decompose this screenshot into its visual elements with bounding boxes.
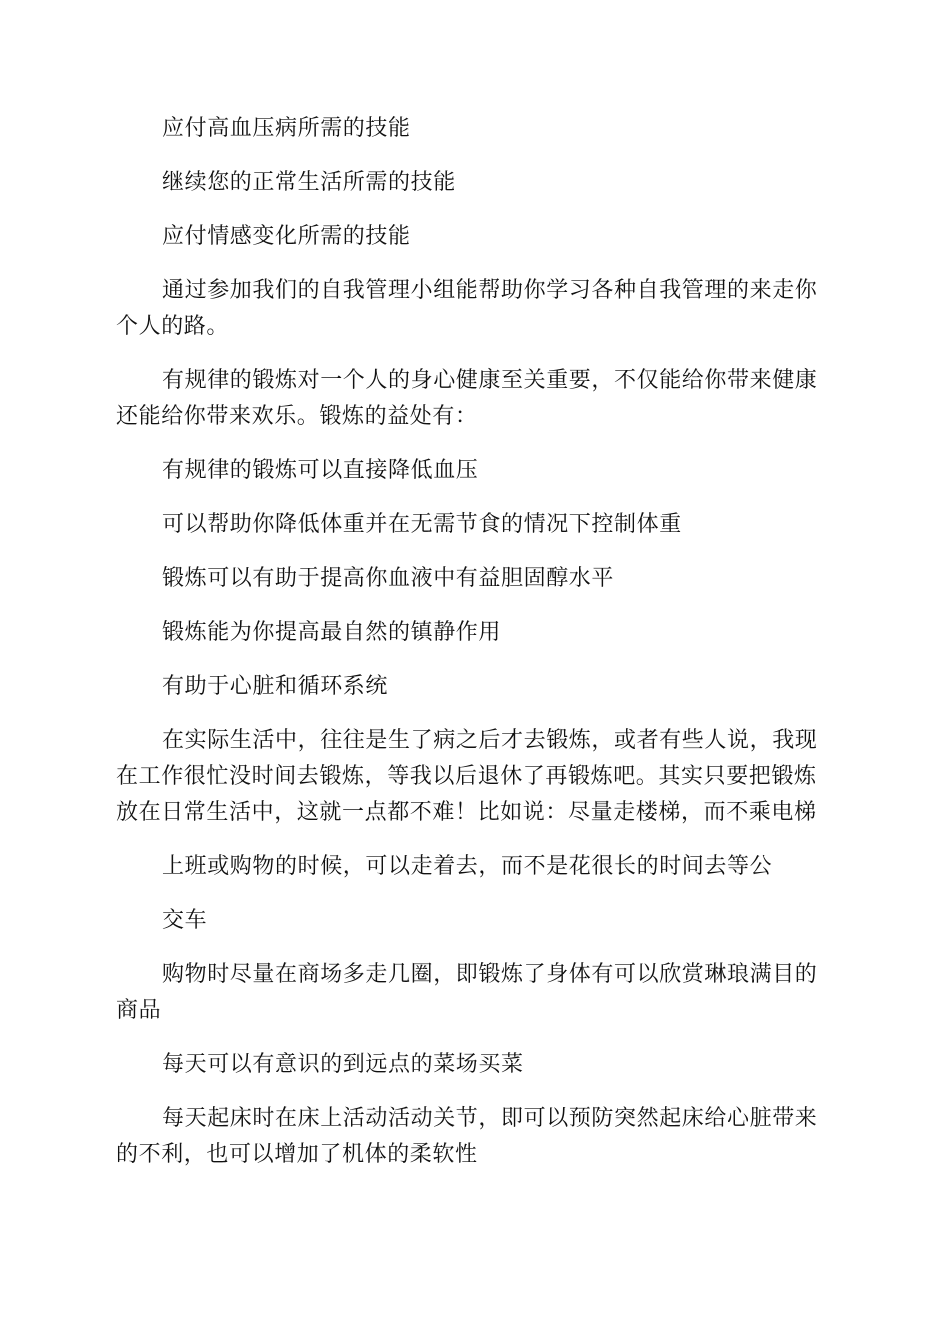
paragraph: 锻炼可以有助于提高你血液中有益胆固醇水平: [162, 566, 615, 591]
paragraph: 继续您的正常生活所需的技能: [162, 170, 456, 195]
paragraph: 通过参加我们的自我管理小组能帮助你学习各种自我管理的来走你个人的路。: [116, 278, 818, 339]
document-body: [116, 111, 834, 1191]
paragraph: 应付情感变化所需的技能: [162, 224, 411, 249]
paragraph: 购物时尽量在商场多走几圈，即锻炼了身体有可以欣赏琳琅满目的商品: [116, 962, 818, 1023]
paragraph: 上班或购物的时候，可以走着去，而不是花很长的时间去等公: [162, 854, 773, 879]
paragraph: 每天可以有意识的到远点的菜场买菜: [162, 1052, 524, 1077]
paragraph: 交车: [162, 908, 208, 933]
paragraph: 锻炼能为你提高最自然的镇静作用: [162, 620, 502, 645]
paragraph: 每天起床时在床上活动活动关节，即可以预防突然起床给心脏带来的不利，也可以增加了机体的柔软性: [116, 1106, 818, 1167]
paragraph: 有规律的锻炼对一个人的身心健康至关重要，不仅能给你带来健康还能给你带来欢乐。锻炼的益处有：: [116, 368, 818, 429]
paragraph: 可以帮助你降低体重并在无需节食的情况下控制体重: [162, 512, 682, 537]
paragraph: 有规律的锻炼可以直接降低血压: [162, 458, 479, 483]
paragraph: 在实际生活中，往往是生了病之后才去锻炼，或者有些人说，我现在工作很忙没时间去锻炼，等我以后退休了再锻炼吧。其实只要把锻炼放在日常生活中，这就一点都不难！比如说：尽量走楼梯，而不乘电梯: [116, 728, 818, 825]
paragraph: 应付高血压病所需的技能: [162, 116, 411, 141]
paragraph: 有助于心脏和循环系统: [162, 674, 389, 699]
